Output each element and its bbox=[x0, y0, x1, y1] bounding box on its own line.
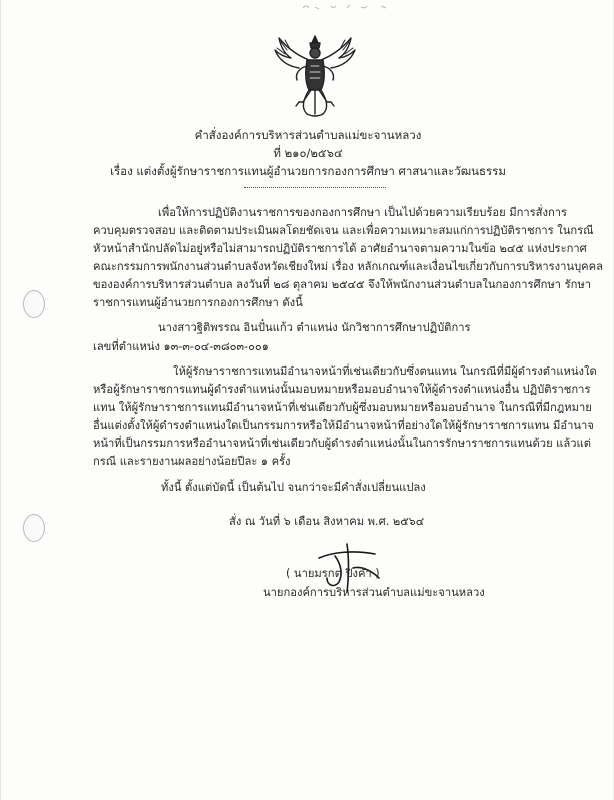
paragraph2-line: หรือผู้รักษาราชการแทนผู้ดำรงตำแหน่งนั้นมอบหมายหรือมอบอำนาจให้ผู้ดำรงตำแหน่งอื่น ปฏิบัติราชการ bbox=[93, 383, 591, 396]
paragraph2-line: แทน ให้ผู้รักษาราชการแทนมีอำนาจหน้าที่เช่นเดียวกับผู้ซึ่งมอบหมายหรือมอบอำนาจ ในกรณีที่มีกฎหมาย bbox=[93, 401, 592, 414]
paragraph2-line: ให้ผู้รักษาราชการแทนมีอำนาจหน้าที่เช่นเดียวกับซึ่งตนแทน ในกรณีที่มีผู้ดำรงตำแหน่งใด bbox=[173, 365, 597, 378]
appointee-line: นางสาวฐิติพรรณ อินปั๋นแก้ว ตำแหน่ง นักวิชาการศึกษาปฏิบัติการ bbox=[158, 321, 471, 334]
paragraph1-line: ราชการแทนผู้อำนวยการกองการศึกษา ดังนี้ bbox=[93, 296, 303, 309]
paragraph1-line: ขององค์การบริหารส่วนตำบล ลงวันที่ ๒๘ ตุลาคม ๒๕๔๕ จึงให้พนักงานส่วนตำบลในกองการศึกษา รักษา bbox=[93, 278, 592, 291]
order-date: สั่ง ณ วันที่ ๖ เดือน สิงหาคม พ.ศ. ๒๕๖๔ bbox=[229, 515, 425, 528]
paragraph1-line: หัวหน้าสำนักปลัดไม่อยู่หรือไม่สามารถปฏิบัติราชการได้ อาศัยอำนาจตามความในข้อ ๒๔๕ แห่งประกาศ bbox=[93, 242, 587, 255]
effective-clause: ทั้งนี้ ตั้งแต่บัดนี้ เป็นต้นไป จนกว่าจะมีคำสั่งเปลี่ยนแปลง bbox=[161, 481, 426, 494]
scan-artifact-marks bbox=[301, 2, 411, 12]
paragraph2-line: อื่นแต่งตั้งให้ผู้ดำรงตำแหน่งใดเป็นกรรมการหรือให้มีอำนาจหน้าที่อย่างใดให้ผู้รักษาราชการแทน มีอำนาจ bbox=[93, 419, 594, 432]
garuda-emblem-icon bbox=[271, 32, 359, 118]
order-subject: เรื่อง แต่งตั้งผู้รักษาราชการแทนผู้อำนวยการกองการศึกษา ศาสนาและวัฒนธรรม bbox=[110, 164, 506, 178]
paragraph2-line: หน้าที่เป็นกรรมการหรืออำนาจหน้าที่เช่นเดียวกับผู้ดำรงตำแหน่งนั้นในการรักษาราชการแทนด้วย แล้วแต่ bbox=[93, 437, 592, 450]
order-title: คำสั่งองค์การบริหารส่วนตำบลแม่ขะจานหลวง bbox=[194, 128, 422, 142]
order-number: ที่ ๒๑๐/๒๕๖๔ bbox=[273, 146, 343, 160]
position-number: เลขที่ตำแหน่ง ๑๓-๓-๐๔-๓๘๐๓-๐๐๑ bbox=[93, 340, 269, 353]
punch-hole-top bbox=[23, 290, 45, 318]
divider-dotted bbox=[244, 187, 386, 188]
paragraph2-line: กรณี และรายงานผลอย่างน้อยปีละ ๑ ครั้ง bbox=[93, 455, 291, 468]
punch-hole-bottom bbox=[23, 514, 45, 542]
signer-title: นายกองค์การบริหารส่วนตำบลแม่ขะจานหลวง bbox=[263, 586, 485, 599]
paragraph1-line: เพื่อให้การปฏิบัติงานราชการของกองการศึกษา เป็นไปด้วยความเรียบร้อย มีการสั่งการ bbox=[158, 206, 568, 219]
paragraph1-line: คณะกรรมการพนักงานส่วนตำบลจังหวัดเชียงใหม่ เรื่อง หลักเกณฑ์และเงื่อนไขเกี่ยวกับการบริหารงานบุคคล bbox=[93, 260, 604, 273]
signer-name: ( นายมรกต ปิงคำ ) bbox=[286, 567, 380, 580]
paragraph1-line: ควบคุมตรวจสอบ และติดตามประเมินผลโดยชัดเจน และเพื่อความเหมาะสมแก่การปฏิบัติราชการ ในกรณี bbox=[93, 224, 594, 237]
